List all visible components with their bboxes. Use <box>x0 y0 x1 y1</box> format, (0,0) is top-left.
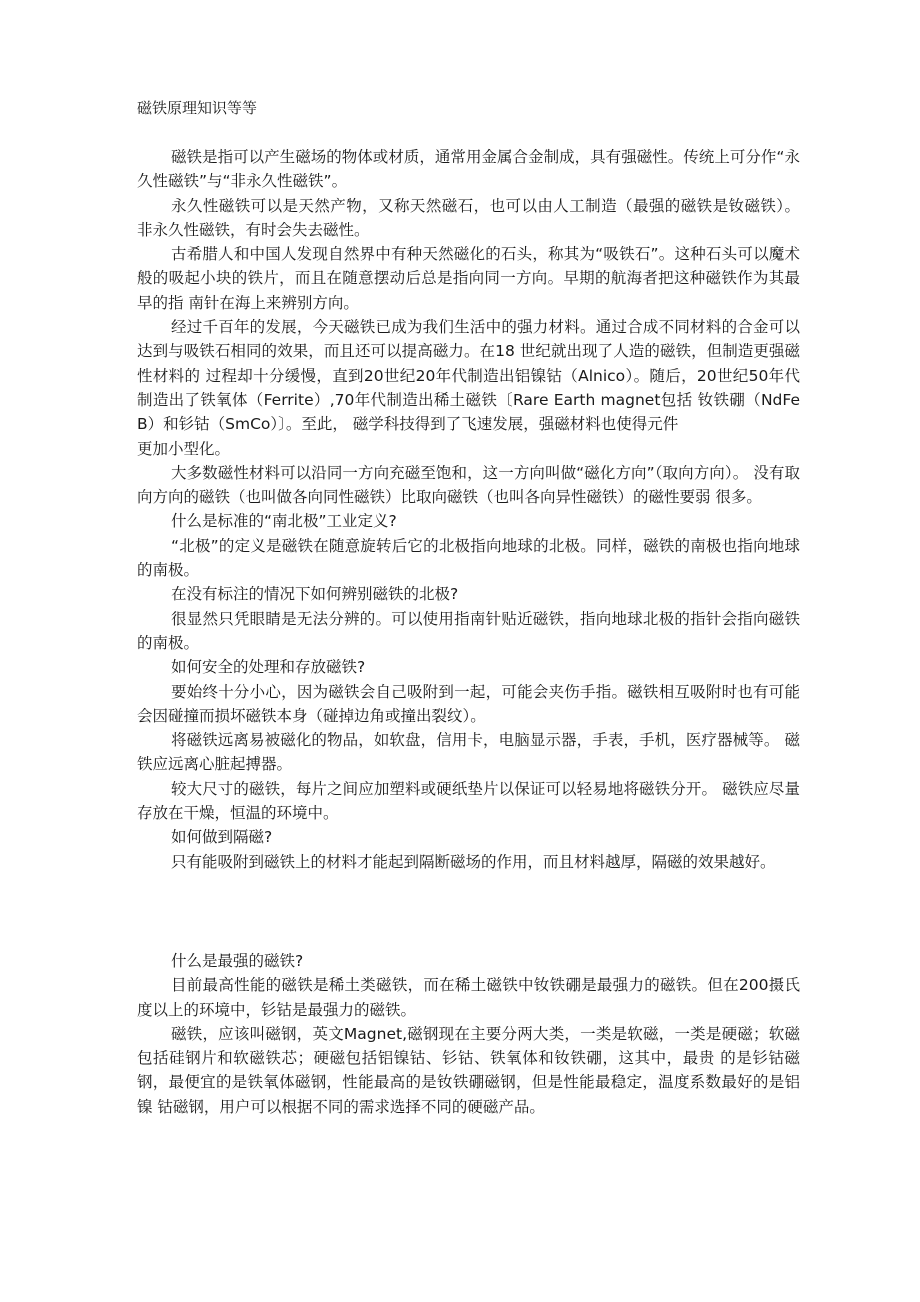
answer-strongest-magnet: 目前最高性能的磁铁是稀土类磁铁，而在稀土磁铁中钕铁硼是最强力的磁铁。但在200摄氏度以上的环境中，钐钴是最强力的磁铁。 <box>137 976 800 1019</box>
document-title: 磁铁原理知识等等 <box>137 99 258 117</box>
answer-safe-handling-3: 较大尺寸的磁铁，每片之间应加塑料或硬纸垫片以保证可以轻易地将磁铁分开。 磁铁应尽量存放在干燥，恒温的环境中。 <box>137 779 800 823</box>
answer-identify-north-pole: 很显然只凭眼睛是无法分辨的。可以使用指南针贴近磁铁，指向地球北极的指针会指向磁铁的南极。 <box>137 609 800 652</box>
paragraph-development-end: 更加小型化。 <box>137 439 231 458</box>
answer-shielding: 只有能吸附到磁铁上的材料才能起到隔断磁场的作用，而且材料越厚，隔磁的效果越好。 <box>171 852 776 871</box>
paragraph-development: 经过千百年的发展，今天磁铁已成为我们生活中的强力材料。通过合成不同材料的合金可以达到与吸铁石相同的效果，而且还可以提高磁力。在18 世纪就出现了人造的磁铁，但制造更强磁性材料的 过程却十分缓慢，直到20世纪20年代制造出铝镍钴（Alnico）。随后，20世纪50年代制造出了铁氧体（Ferrite）,70年代制造出稀土磁铁〔Rare Earth magnet包括 钕铁硼（NdFeB）和钐钴（SmCo）〕。至此， 磁学科技得到了飞速发展，强磁材料也使得元件 <box>137 318 800 434</box>
question-safe-handling: 如何安全的处理和存放磁铁? <box>171 658 366 677</box>
question-north-south-pole: 什么是标准的“南北极”工业定义? <box>171 512 397 531</box>
document-body <box>137 145 800 1119</box>
paragraph-permanent-magnet: 永久性磁铁可以是天然产物，又称天然磁石，也可以由人工制造（最强的磁铁是钕磁铁）。 非永久性磁铁，有时会失去磁性。 <box>137 196 800 239</box>
paragraph-magnet-types: 磁铁，应该叫磁钢，英文Magnet,磁钢现在主要分两大类，一类是软磁，一类是硬磁；软磁包括硅钢片和软磁铁芯；硬磁包括铝镍钴、钐钴、铁氧体和钕铁硼，这其中，最贵 的是钐钴磁钢，最便宜的是铁氧体磁钢，性能最高的是钕铁硼磁钢，但是性能最稳定，温度系数最好的是铝镍 钴磁钢，用户可以根据不同的需求选择不同的硬磁产品。 <box>137 1024 800 1116</box>
answer-safe-handling-1: 要始终十分小心，因为磁铁会自己吸附到一起，可能会夹伤手指。磁铁相互吸附时也有可能会因碰撞而损坏磁铁本身（碰掉边角或撞出裂纹）。 <box>137 682 800 725</box>
paragraph-magnetization-direction: 大多数磁性材料可以沿同一方向充磁至饱和，这一方向叫做“磁化方向”（取向方向）。 没有取向方向的磁铁（也叫做各向同性磁铁）比取向磁铁（也叫各向异性磁铁）的磁性要弱 很多。 <box>137 463 800 507</box>
answer-north-south-pole: “北极”的定义是磁铁在随意旋转后它的北极指向地球的北极。同样，磁铁的南极也指向地球的南极。 <box>137 536 800 580</box>
question-identify-north-pole: 在没有标注的情况下如何辨别磁铁的北极? <box>171 585 459 604</box>
paragraph-definition: 磁铁是指可以产生磁场的物体或材质，通常用金属合金制成，具有强磁性。传统上可分作“永久性磁铁”与“非永久性磁铁”。 <box>137 148 800 191</box>
answer-safe-handling-2: 将磁铁远离易被磁化的物品，如软盘，信用卡，电脑显示器，手表，手机，医疗器械等。 磁铁应远离心脏起搏器。 <box>137 731 800 774</box>
section-spacer <box>137 874 800 949</box>
question-strongest-magnet: 什么是最强的磁铁? <box>171 951 304 970</box>
paragraph-lodestone-history: 古希腊人和中国人发现自然界中有种天然磁化的石头，称其为“吸铁石”。这种石头可以魔术般的吸起小块的铁片，而且在随意摆动后总是指向同一方向。早期的航海者把这种磁铁作为其最早的指 南针在海上来辨别方向。 <box>137 245 800 312</box>
question-shielding: 如何做到隔磁? <box>171 828 273 847</box>
